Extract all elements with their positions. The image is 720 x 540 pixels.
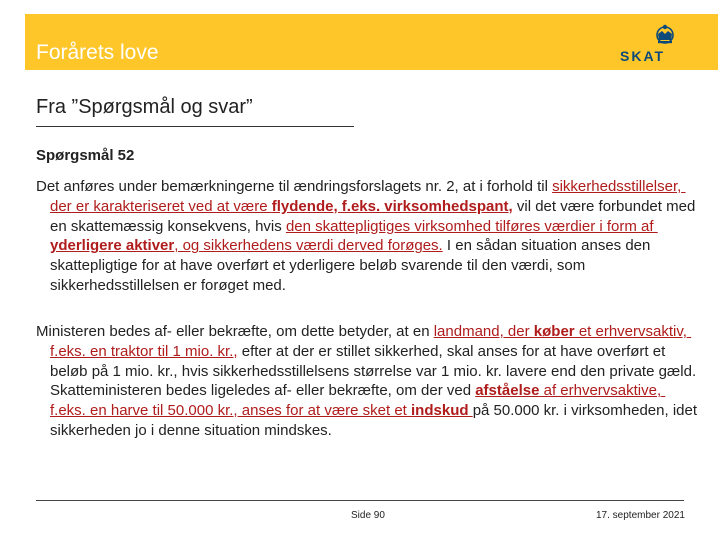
page-number: Side 90 <box>351 510 385 521</box>
body-text: Ministeren bedes af- eller bekræfte, om dette betyder, at en <box>36 323 434 340</box>
body-text: Det anføres under bemærkningerne til ændringsforslagets nr. 2, at i forhold til <box>36 178 553 195</box>
body-text: I en sådan situation anses den skattepligtige for at have overført et yderligere beløb svarende til den værdi, som sikkerhedsstillelsen er forøget med. <box>50 237 655 294</box>
highlighted-text: køber <box>533 323 575 340</box>
highlighted-text: flydende, f.eks. virksomhedspant, <box>271 197 513 215</box>
skat-logo <box>618 20 688 64</box>
subtitle-divider <box>36 126 354 127</box>
body-text: vil det være forbundet med en skattemæssig konsekvens, hvis <box>50 197 700 235</box>
highlighted-text: den skattepligtiges virksomhed tilføres værdier i form af <box>285 217 658 235</box>
question-label: Spørgsmål 52 <box>36 147 135 164</box>
footer-date: 17. september 2021 <box>596 510 685 521</box>
crown-icon <box>618 20 688 64</box>
body-text: på 50.000 kr. i virksomheden, idet sikkerheden jo i denne situation mindskes. <box>50 402 702 439</box>
highlighted-text: af erhvervsaktive, f.eks. en harve til 50.000 kr., anses for at være sket et <box>50 382 666 420</box>
section-subtitle: Fra ”Spørgsmål og svar” <box>36 96 253 118</box>
highlighted-text: landmand, der <box>433 323 534 340</box>
body-text: efter at der er stillet sikkerhed, skal anses for at have overført et beløb på 1 mio. kr., hvis sikkerhedsstillelsens størrelse var 1 mio. kr. lavere end den private gæld. Skatteministeren bedes ligeledes af- eller bekræfte, om der ved <box>50 342 701 400</box>
highlighted-text: et erhvervsaktiv, f.eks. en traktor til 1 mio. kr., <box>50 323 692 360</box>
highlighted-text: , og sikkerhedens værdi derved forøges. <box>174 237 443 255</box>
question-paragraph-1 <box>36 177 700 296</box>
question-paragraph-2 <box>36 322 700 441</box>
highlighted-text: yderligere aktiver <box>50 237 175 255</box>
logo-text: SKAT <box>620 48 666 64</box>
slide-title: Forårets love <box>36 41 159 64</box>
highlighted-text: indskud <box>411 402 469 420</box>
highlighted-text: afståelse <box>475 382 540 400</box>
footer-divider <box>36 500 684 501</box>
highlighted-text: sikkerhedsstillelser, der er karakteriseret ved at være <box>50 178 686 215</box>
